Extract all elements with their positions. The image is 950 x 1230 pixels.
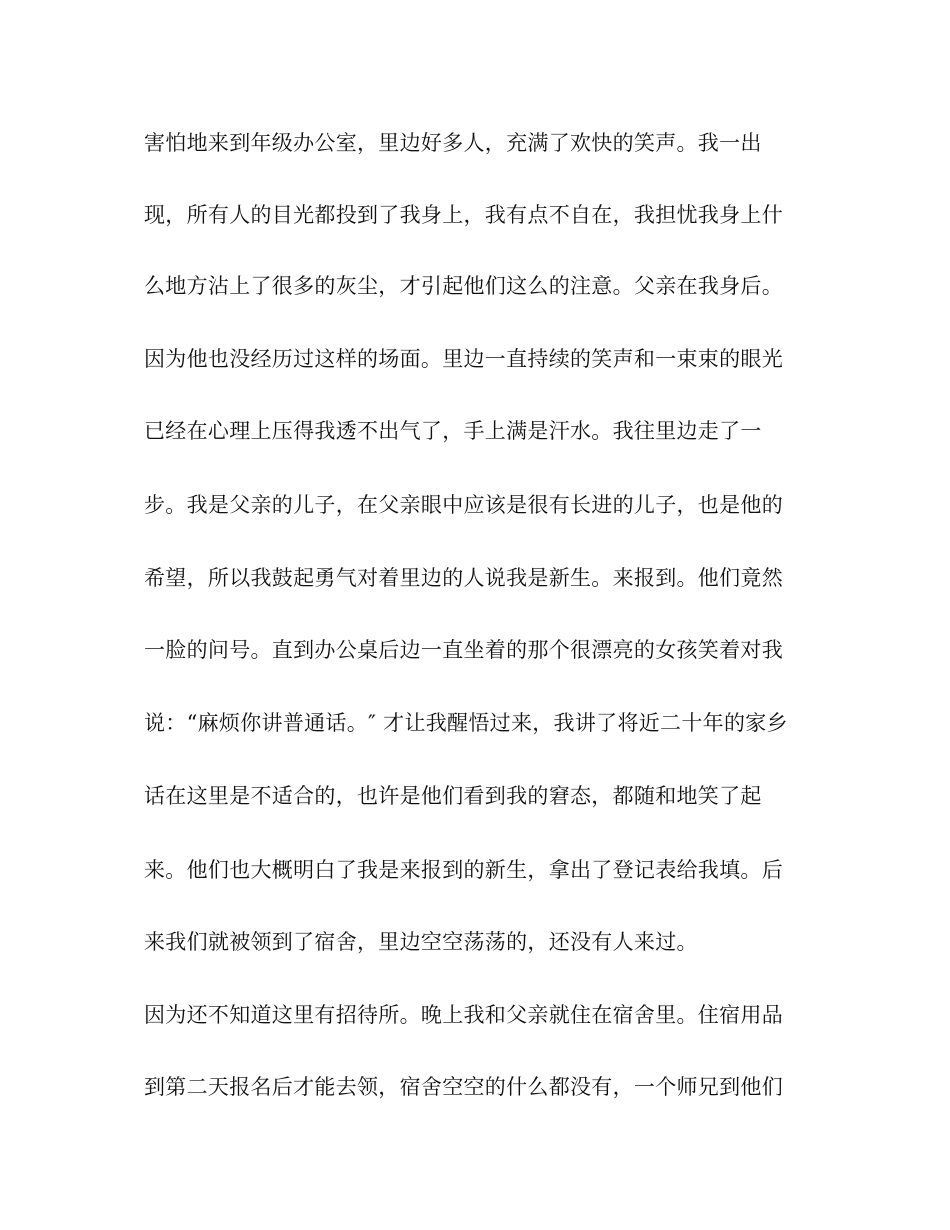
text-line-12: 来我们就被领到了宿舍，里边空空荡荡的，还没有人来过。 — [144, 930, 698, 954]
text-line-7: 希望，所以我鼓起勇气对着里边的人说我是新生。来报到。他们竟然 — [144, 566, 783, 590]
text-line-5: 已经在心理上压得我透不出气了，手上满是汗水。我往里边走了一 — [144, 419, 762, 443]
text-line-11: 来。他们也大概明白了我是来报到的新生，拿出了登记表给我填。后 — [144, 858, 783, 882]
text-line-10: 话在这里是不适合的，也许是他们看到我的窘态，都随和地笑了起 — [144, 784, 762, 808]
text-line-3: 么地方沾上了很多的灰尘，才引起他们这么的注意。父亲在我身后。 — [144, 274, 783, 298]
text-line-9: 说：“麻烦你讲普通话。″ 才让我醒悟过来，我讲了将近二十年的家乡 — [144, 711, 788, 735]
text-line-4: 因为他也没经历过这样的场面。里边一直持续的笑声和一束束的眼光 — [144, 347, 783, 371]
text-line-14: 到第二天报名后才能去领，宿舍空空的什么都没有，一个师兄到他们 — [144, 1075, 783, 1099]
text-line-2: 现，所有人的目光都投到了我身上，我有点不自在，我担忧我身上什 — [144, 203, 783, 227]
text-line-8: 一脸的问号。直到办公桌后边一直坐着的那个很漂亮的女孩笑着对我 — [144, 638, 783, 662]
text-line-1: 害怕地来到年级办公室，里边好多人，充满了欢快的笑声。我一出 — [144, 131, 762, 155]
text-line-6: 步。我是父亲的儿子，在父亲眼中应该是很有长进的儿子，也是他的 — [144, 493, 783, 517]
text-line-13: 因为还不知道这里有招待所。晚上我和父亲就住在宿舍里。住宿用品 — [144, 1003, 783, 1027]
